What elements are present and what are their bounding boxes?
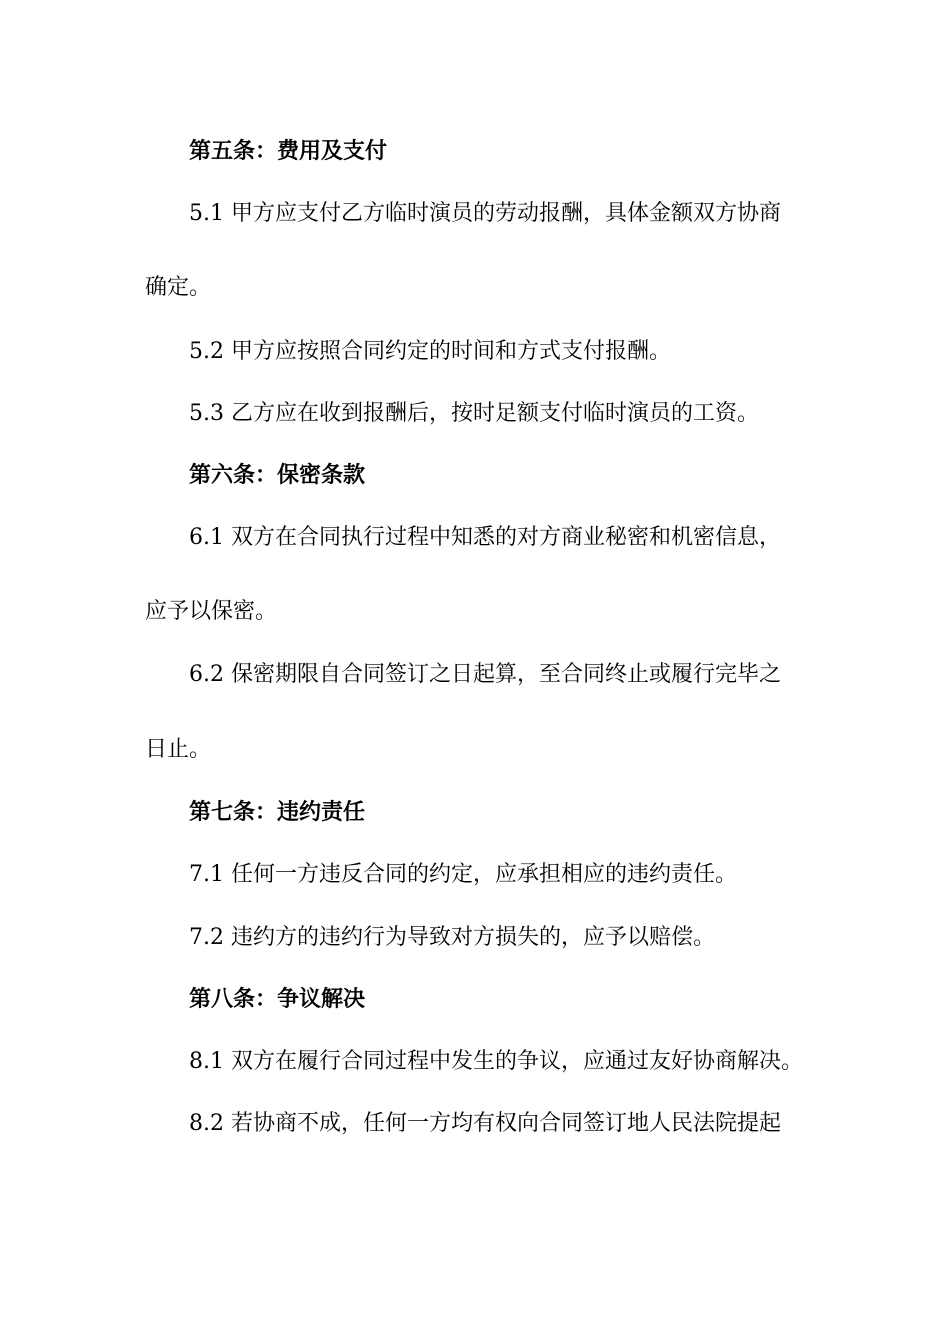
clause-5-1-line-2: 确定。: [145, 275, 212, 300]
clause-8-1: 8.1 双方在履行合同过程中发生的争议，应通过友好协商解决。: [189, 1049, 803, 1074]
section-heading-5: 第五条：费用及支付: [189, 139, 388, 164]
clause-5-3: 5.3 乙方应在收到报酬后，按时足额支付临时演员的工资。: [189, 401, 759, 426]
clause-6-2-line-1: 6.2 保密期限自合同签订之日起算，至合同终止或履行完毕之: [189, 662, 781, 687]
section-heading-7: 第七条：违约责任: [189, 800, 366, 825]
clause-5-2: 5.2 甲方应按照合同约定的时间和方式支付报酬。: [189, 339, 671, 364]
clause-8-2: 8.2 若协商不成，任何一方均有权向合同签订地人民法院提起: [189, 1111, 781, 1136]
clause-6-1-line-2: 应予以保密。: [145, 599, 278, 624]
clause-6-2-line-2: 日止。: [145, 737, 212, 762]
clause-7-2: 7.2 违约方的违约行为导致对方损失的，应予以赔偿。: [189, 925, 715, 950]
clause-5-1-line-1: 5.1 甲方应支付乙方临时演员的劳动报酬，具体金额双方协商: [189, 201, 781, 226]
section-heading-8: 第八条：争议解决: [189, 987, 366, 1012]
clause-7-1: 7.1 任何一方违反合同的约定，应承担相应的违约责任。: [189, 862, 737, 887]
section-heading-6: 第六条：保密条款: [189, 463, 366, 488]
clause-6-1-line-1: 6.1 双方在合同执行过程中知悉的对方商业秘密和机密信息，: [189, 525, 781, 550]
